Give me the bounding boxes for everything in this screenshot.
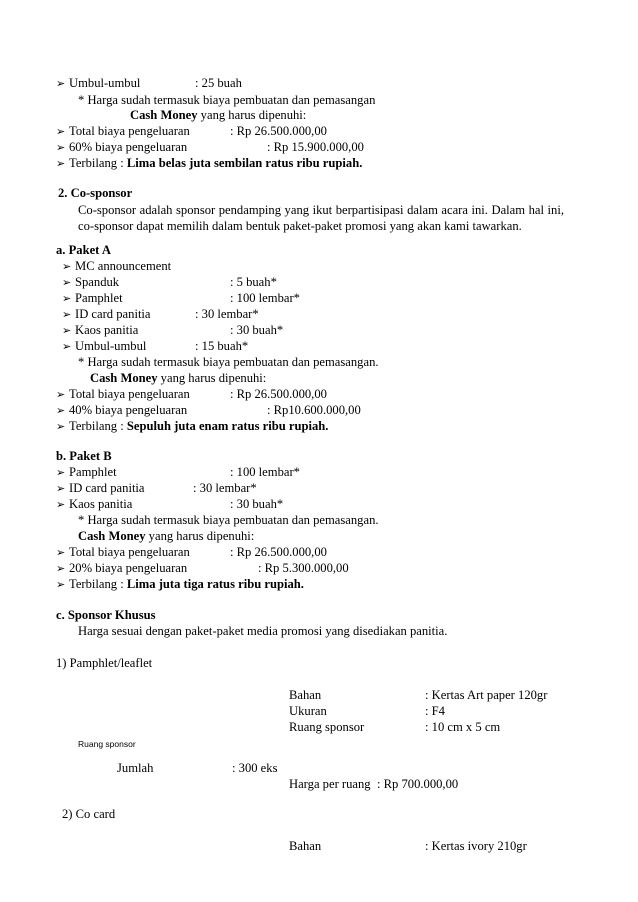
arrow-bullet-icon: ➢	[56, 498, 66, 511]
arrow-bullet-icon: ➢	[56, 141, 66, 154]
paket-b-id-card: ➢ ID card panitia	[56, 481, 145, 495]
paket-b-terbilang: ➢ Terbilang : Lima juta tiga ratus ribu rupiah.	[56, 577, 304, 591]
paket-a-pamphlet-value: : 100 lembar*	[230, 291, 300, 305]
top-pct-row: ➢ 60% biaya pengeluaran	[56, 140, 188, 154]
pamphlet-ukuran-label: Ukuran	[289, 704, 327, 718]
arrow-bullet-icon: ➢	[56, 157, 66, 170]
co-card-bahan-value: : Kertas ivory 210gr	[425, 839, 527, 853]
arrow-bullet-icon: ➢	[56, 404, 66, 417]
paket-a-kaos-value: : 30 buah*	[230, 323, 284, 337]
cosponsor-description: Co-sponsor adalah sponsor pendamping yang ikut berpartisipasi dalam acara ini. Dalam hal ini, co-sponsor dapat memilih dalam bentuk paket-paket promosi yang akan kami tawarkan.	[78, 203, 564, 233]
paket-b-kaos: ➢ Kaos panitia	[56, 497, 133, 511]
pamphlet-jumlah-label: Jumlah	[117, 761, 154, 775]
arrow-bullet-icon: ➢	[62, 276, 72, 289]
pamphlet-ruang-label: Ruang sponsor	[289, 720, 365, 734]
pamphlet-ruang-small-label: Ruang sponsor	[78, 739, 136, 749]
pamphlet-bahan-value: : Kertas Art paper 120gr	[425, 688, 548, 702]
paket-b-kaos-value: : 30 buah*	[230, 497, 284, 511]
paket-a-pct: ➢ 40% biaya pengeluaran	[56, 403, 188, 417]
arrow-bullet-icon: ➢	[62, 308, 72, 321]
paket-a-mc: ➢ MC announcement	[62, 259, 172, 273]
arrow-bullet-icon: ➢	[56, 388, 66, 401]
paket-b-pamphlet: ➢ Pamphlet	[56, 465, 117, 479]
top-note: * Harga sudah termasuk biaya pembuatan dan pemasangan	[78, 93, 376, 107]
arrow-bullet-icon: ➢	[56, 546, 66, 559]
pamphlet-bahan-label: Bahan	[289, 688, 322, 702]
paket-a-id-card: ➢ ID card panitia	[62, 307, 151, 321]
paket-a-total-value: : Rp 26.500.000,00	[230, 387, 327, 401]
paket-a-terbilang: ➢ Terbilang : Sepuluh juta enam ratus ribu rupiah.	[56, 419, 329, 433]
pamphlet-jumlah-value: : 300 eks	[232, 761, 278, 775]
arrow-bullet-icon: ➢	[56, 562, 66, 575]
paket-a-id-card-value: : 30 lembar*	[195, 307, 259, 321]
paket-a-umbul-value: : 15 buah*	[195, 339, 249, 353]
sponsor-khusus-description: Harga sesuai dengan paket-paket media promosi yang disediakan panitia.	[78, 624, 448, 638]
top-pct-value: : Rp 15.900.000,00	[267, 140, 364, 154]
paket-a-kaos: ➢ Kaos panitia	[62, 323, 139, 337]
pamphlet-harga-value: : Rp 700.000,00	[377, 777, 459, 791]
paket-b-cash-money: Cash Money yang harus dipenuhi:	[78, 529, 255, 543]
paket-a-total: ➢ Total biaya pengeluaran	[56, 387, 190, 401]
paket-a-spanduk-value: : 5 buah*	[230, 275, 277, 289]
paket-a-umbul: ➢ Umbul-umbul	[62, 339, 147, 353]
arrow-bullet-icon: ➢	[56, 578, 66, 591]
paket-a-spanduk: ➢ Spanduk	[62, 275, 120, 289]
top-umbul-row: ➢ Umbul-umbul	[56, 76, 141, 90]
top-terbilang: ➢ Terbilang : Lima belas juta sembilan ratus ribu rupiah.	[56, 156, 363, 170]
paket-b-pct-value: : Rp 5.300.000,00	[258, 561, 349, 575]
top-total-row: ➢ Total biaya pengeluaran	[56, 124, 190, 138]
arrow-bullet-icon: ➢	[62, 324, 72, 337]
arrow-bullet-icon: ➢	[56, 420, 66, 433]
sponsor-khusus-heading: c. Sponsor Khusus	[56, 608, 156, 622]
arrow-bullet-icon: ➢	[56, 77, 66, 90]
arrow-bullet-icon: ➢	[62, 340, 72, 353]
pamphlet-harga-label: Harga per ruang	[289, 777, 371, 791]
pamphlet-ukuran-value: : F4	[425, 704, 445, 718]
paket-b-heading: b. Paket B	[56, 449, 112, 463]
paket-b-id-card-value: : 30 lembar*	[193, 481, 257, 495]
top-umbul-value: : 25 buah	[195, 76, 242, 90]
paket-a-note: * Harga sudah termasuk biaya pembuatan dan pemasangan.	[78, 355, 379, 369]
top-cash-money: Cash Money yang harus dipenuhi:	[130, 108, 307, 122]
arrow-bullet-icon: ➢	[56, 125, 66, 138]
paket-b-note: * Harga sudah termasuk biaya pembuatan dan pemasangan.	[78, 513, 379, 527]
paket-b-total: ➢ Total biaya pengeluaran	[56, 545, 190, 559]
arrow-bullet-icon: ➢	[56, 466, 66, 479]
top-total-value: : Rp 26.500.000,00	[230, 124, 327, 138]
paket-b-pamphlet-value: : 100 lembar*	[230, 465, 300, 479]
cosponsor-heading: 2. Co-sponsor	[58, 186, 133, 200]
arrow-bullet-icon: ➢	[62, 260, 72, 273]
paket-b-pct: ➢ 20% biaya pengeluaran	[56, 561, 188, 575]
paket-a-pamphlet: ➢ Pamphlet	[62, 291, 123, 305]
pamphlet-leaflet-heading: 1) Pamphlet/leaflet	[56, 656, 153, 670]
paket-a-heading: a. Paket A	[56, 243, 111, 257]
paket-b-total-value: : Rp 26.500.000,00	[230, 545, 327, 559]
arrow-bullet-icon: ➢	[56, 482, 66, 495]
paket-a-pct-value: : Rp10.600.000,00	[267, 403, 361, 417]
co-card-heading: 2) Co card	[62, 807, 116, 821]
arrow-bullet-icon: ➢	[62, 292, 72, 305]
paket-a-cash-money: Cash Money yang harus dipenuhi:	[90, 371, 267, 385]
pamphlet-ruang-value: : 10 cm x 5 cm	[425, 720, 501, 734]
co-card-bahan-label: Bahan	[289, 839, 322, 853]
